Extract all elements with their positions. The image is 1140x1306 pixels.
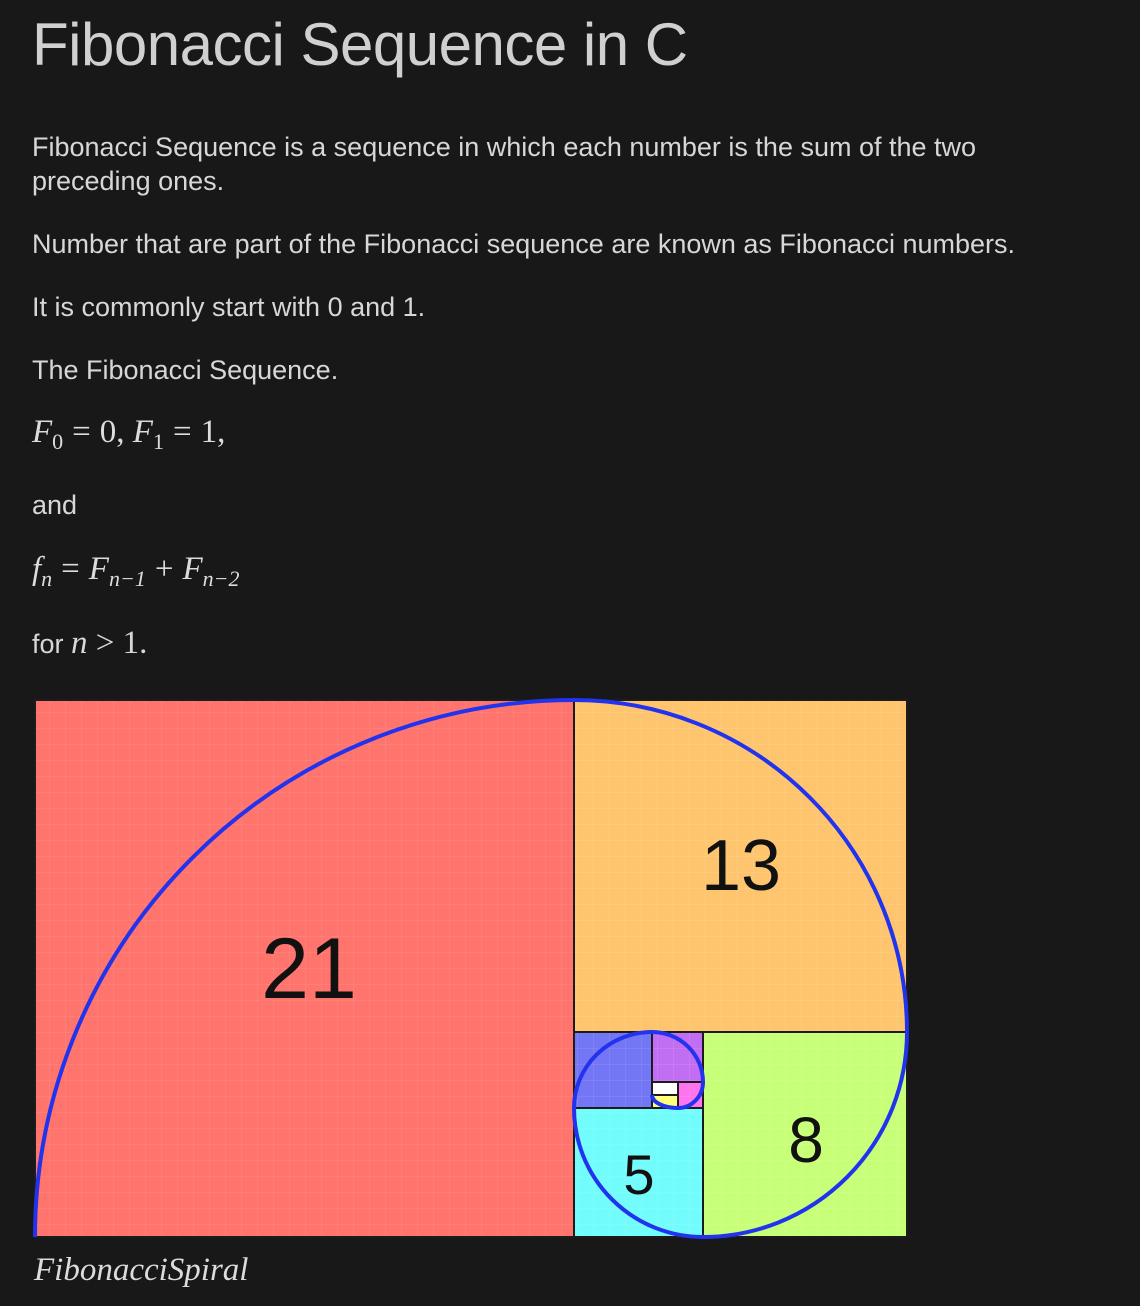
fn-subscript: n: [41, 566, 53, 591]
greater-than-sign: >: [95, 625, 115, 661]
term2-subscript: n−2: [202, 566, 240, 591]
equals-sign: =: [72, 414, 91, 450]
fibonacci-spiral-figure: [33, 696, 913, 1244]
f1-value: 1,: [200, 414, 226, 450]
recurrence-formula: [32, 551, 240, 591]
definition-paragraph-line-2: preceding ones.: [32, 166, 225, 196]
sequence-heading: The Fibonacci Sequence.: [32, 355, 339, 385]
tile-label-13: 13: [700, 826, 782, 906]
f1-subscript: 1: [152, 429, 164, 454]
tile-label-8: 8: [788, 1104, 824, 1176]
condition-value: 1.: [122, 625, 148, 661]
term1-symbol: F: [88, 551, 109, 587]
and-text: and: [32, 490, 78, 520]
term1-subscript: n−1: [108, 566, 146, 591]
fibonacci-numbers-paragraph: Number that are part of the Fibonacci sequence are known as Fibonacci numbers.: [32, 229, 1016, 259]
grid-overlay: [35, 700, 907, 1237]
start-values-paragraph: It is commonly start with 0 and 1.: [32, 292, 426, 322]
definition-paragraph-line-1: Fibonacci Sequence is a sequence in which each number is the sum of the two: [32, 132, 977, 162]
condition-formula: [71, 625, 147, 661]
tile-label-5: 5: [623, 1143, 655, 1206]
f1-symbol: F: [132, 414, 153, 450]
f0-value: 0,: [99, 414, 125, 450]
condition-variable: n: [71, 625, 88, 661]
term2-symbol: F: [182, 551, 203, 587]
tile-label-21: 21: [261, 921, 357, 1017]
equals-sign: =: [61, 551, 80, 587]
equals-sign: =: [172, 414, 192, 450]
initial-values-formula: [32, 414, 226, 454]
for-text: for: [32, 629, 64, 659]
plus-sign: +: [154, 551, 174, 587]
figure-caption: FibonacciSpiral: [34, 1252, 249, 1288]
fn-symbol: f: [32, 551, 42, 587]
f0-subscript: 0: [52, 429, 64, 454]
condition-line: [32, 626, 147, 661]
page-title: Fibonacci Sequence in C: [32, 11, 688, 78]
f0-symbol: F: [32, 414, 53, 450]
